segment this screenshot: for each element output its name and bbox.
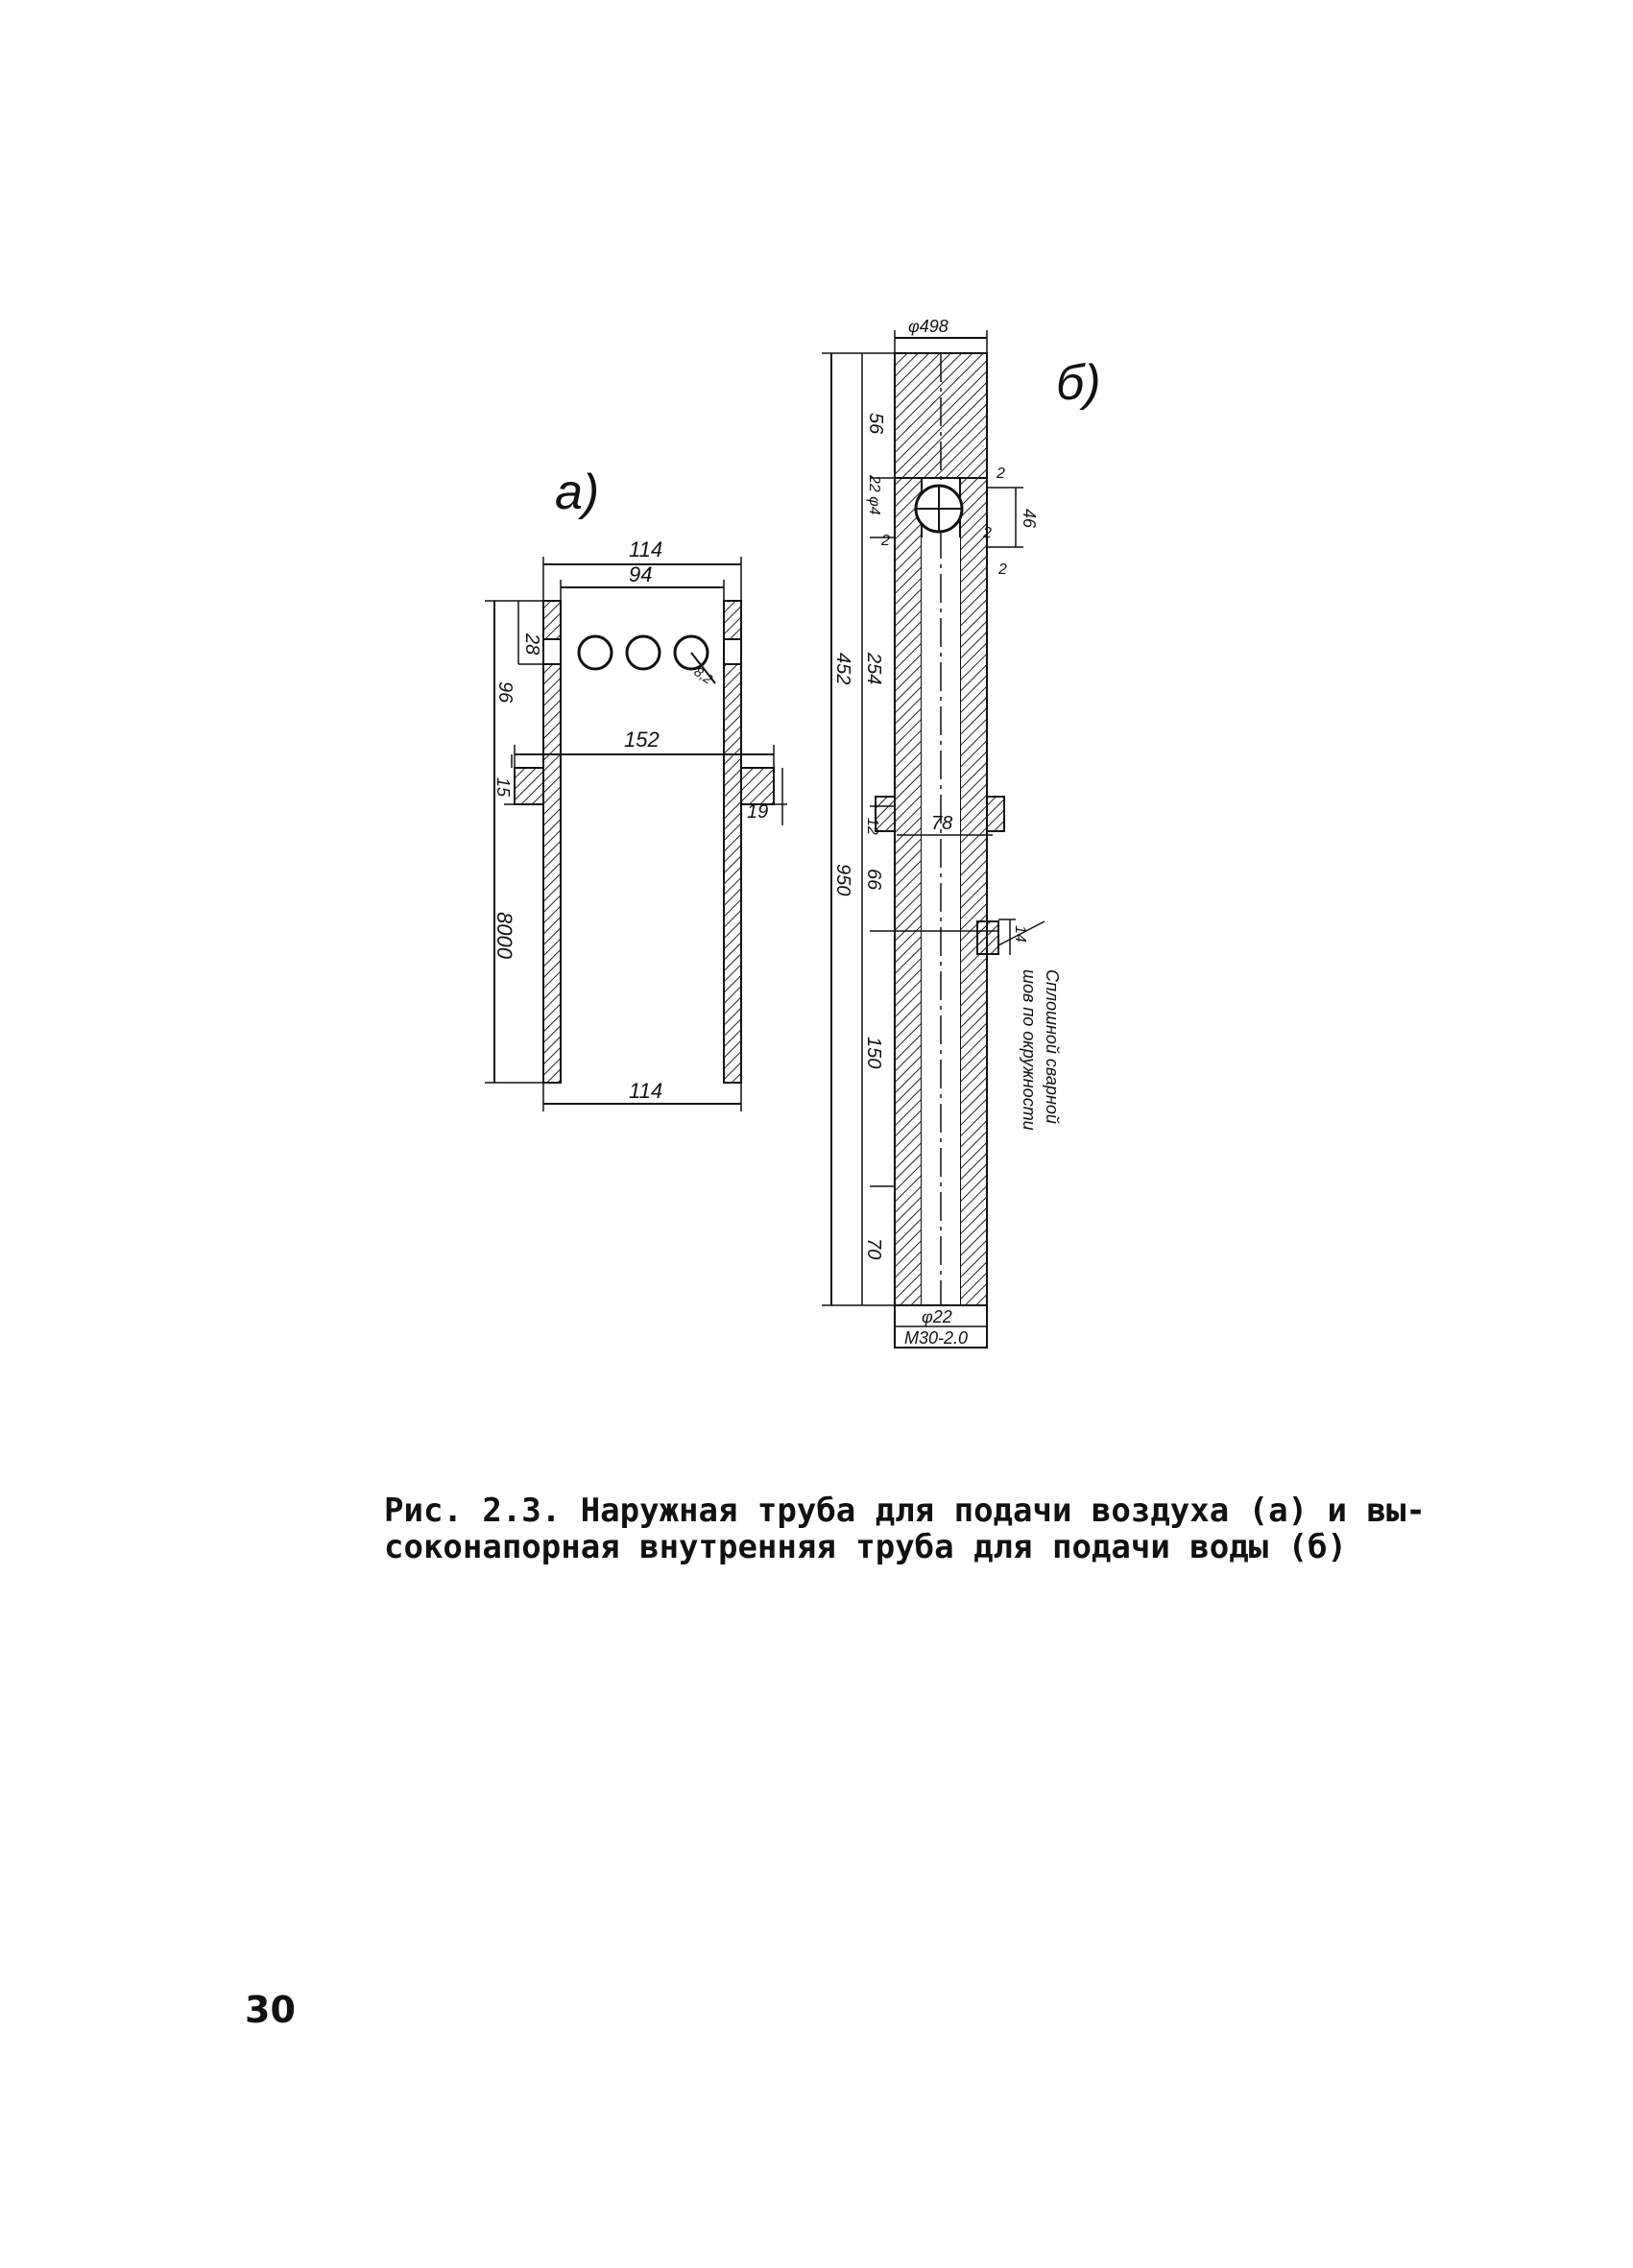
dim-a-hole: 8,2 (691, 663, 716, 687)
dim-b-diameter-498: φ498 (908, 317, 949, 336)
dim-b-452: 452 (832, 653, 853, 685)
dim-b-2-a: 2 (881, 533, 890, 549)
dim-b-14: 14 (1012, 925, 1028, 943)
part-b-high-pressure-water-pipe (822, 330, 1045, 1348)
dim-b-12: 12 (864, 818, 880, 835)
dim-b-254: 254 (863, 653, 884, 685)
caption-line-2: соконапорная внутренняя труба для подачи воды (б) (384, 1528, 1348, 1566)
dim-a-94: 94 (629, 562, 653, 586)
dim-b-22-phi4: 22 φ4 (866, 475, 882, 515)
weld-note-line2: шов по окружности (1020, 969, 1039, 1131)
dim-b-56: 56 (865, 413, 886, 435)
figure-caption (384, 1492, 1426, 1566)
dim-b-66: 66 (863, 869, 884, 891)
part-b-label: б) (1056, 355, 1101, 411)
dim-a-19: 19 (747, 801, 769, 823)
caption-line-1: Рис. 2.3. Наружная труба для подачи воздуха (а) и вы- (384, 1492, 1426, 1530)
dim-b-diameter-22: φ22 (922, 1307, 952, 1326)
dim-b-150: 150 (863, 1037, 884, 1069)
dim-b-2-c: 2 (983, 525, 992, 541)
dim-a-152: 152 (624, 728, 660, 752)
dim-a-96: 96 (494, 681, 516, 704)
dim-b-950: 950 (832, 864, 853, 896)
dim-b-2-d: 2 (998, 561, 1007, 578)
page-number: 30 (245, 1989, 296, 2031)
dim-a-114-bottom: 114 (629, 1079, 663, 1103)
dim-b-46: 46 (1020, 509, 1039, 529)
dim-a-15: 15 (493, 777, 513, 798)
dim-a-8000: 8000 (492, 912, 516, 959)
dim-a-114-top: 114 (629, 537, 663, 561)
dim-a-28: 28 (521, 633, 542, 656)
dim-b-78: 78 (931, 813, 953, 834)
weld-note-line1: Сплошной сварной (1043, 969, 1062, 1124)
dim-b-2-b: 2 (997, 466, 1005, 482)
dim-b-thread-m30: M30-2.0 (904, 1328, 969, 1348)
dim-b-70: 70 (863, 1238, 884, 1260)
part-a-label: а) (555, 465, 600, 520)
